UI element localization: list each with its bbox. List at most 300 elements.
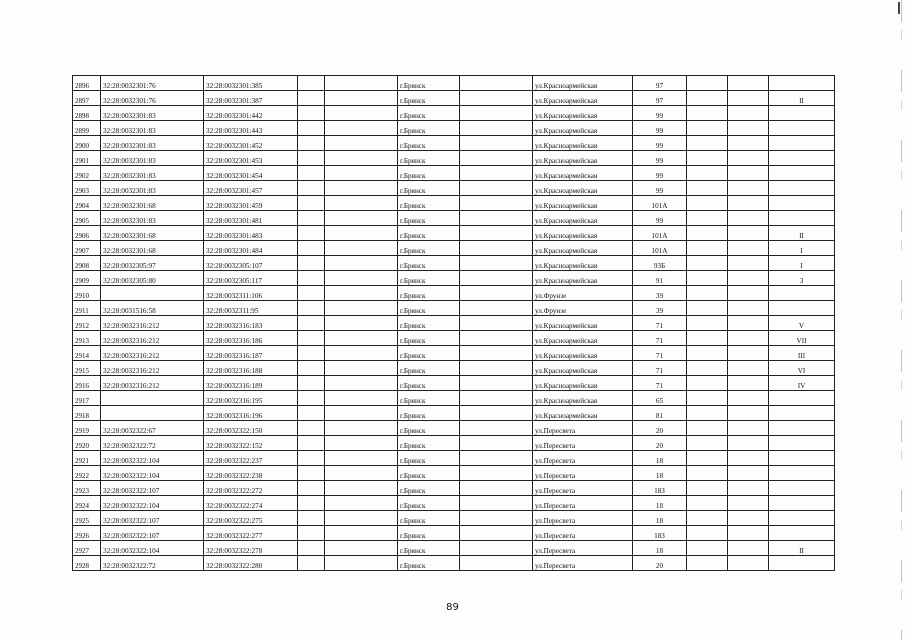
empty-cell [728, 121, 769, 136]
premises-part-cell [769, 511, 835, 526]
street-cell: ул.Пересвета [533, 511, 633, 526]
cadastral-number-cell: 32:28:0032316:187 [204, 346, 298, 361]
parent-cadastral-number-cell: 32:28:0032301:83 [101, 136, 204, 151]
parent-cadastral-number-cell: 32:28:0031516:58 [101, 301, 204, 316]
house-number-cell: 18З [633, 481, 687, 496]
empty-cell [325, 511, 398, 526]
street-cell: ул.Фрунзе [533, 301, 633, 316]
cadastral-number-cell: 32:28:0032316:188 [204, 361, 298, 376]
parent-cadastral-number-cell: 32:28:0032322:107 [101, 511, 204, 526]
empty-cell [687, 481, 728, 496]
parent-cadastral-number-cell: 32:28:0032316:212 [101, 316, 204, 331]
empty-cell [687, 301, 728, 316]
empty-cell [687, 226, 728, 241]
empty-cell [460, 526, 533, 541]
empty-cell [460, 541, 533, 556]
empty-cell [728, 256, 769, 271]
cadastral-number-cell: 32:28:0032322:275 [204, 511, 298, 526]
premises-part-cell [769, 421, 835, 436]
row-number-cell: 2908 [73, 256, 101, 271]
premises-part-cell: 3 [769, 271, 835, 286]
cadastral-number-cell: 32:28:0032301:442 [204, 106, 298, 121]
empty-cell [687, 196, 728, 211]
city-cell: г.Брянск [398, 421, 460, 436]
city-cell: г.Брянск [398, 436, 460, 451]
empty-cell [460, 286, 533, 301]
street-cell: ул.Красноармейская [533, 121, 633, 136]
empty-cell [298, 376, 325, 391]
empty-cell [325, 436, 398, 451]
city-cell: г.Брянск [398, 211, 460, 226]
house-number-cell: 18З [633, 526, 687, 541]
empty-cell [325, 556, 398, 571]
city-cell: г.Брянск [398, 76, 460, 91]
empty-cell [325, 301, 398, 316]
house-number-cell: 99 [633, 211, 687, 226]
empty-cell [325, 196, 398, 211]
cadastral-number-cell: 32:28:0032301:483 [204, 226, 298, 241]
empty-cell [460, 91, 533, 106]
empty-cell [325, 361, 398, 376]
street-cell: ул.Красноармейская [533, 226, 633, 241]
empty-cell [728, 346, 769, 361]
cadastral-number-cell: 32:28:0032316:196 [204, 406, 298, 421]
empty-cell [298, 556, 325, 571]
empty-cell [687, 121, 728, 136]
empty-cell [687, 466, 728, 481]
parent-cadastral-number-cell: 32:28:0032316:212 [101, 331, 204, 346]
parent-cadastral-number-cell [101, 391, 204, 406]
empty-cell [460, 181, 533, 196]
city-cell: г.Брянск [398, 226, 460, 241]
row-number-cell: 2900 [73, 136, 101, 151]
street-cell: ул.Красноармейская [533, 406, 633, 421]
premises-part-cell: VII [769, 331, 835, 346]
parent-cadastral-number-cell: 32:28:0032301:83 [101, 106, 204, 121]
street-cell: ул.Фрунзе [533, 286, 633, 301]
empty-cell [687, 391, 728, 406]
street-cell: ул.Красноармейская [533, 76, 633, 91]
table-row [73, 511, 835, 526]
city-cell: г.Брянск [398, 301, 460, 316]
empty-cell [298, 451, 325, 466]
street-cell: ул.Пересвета [533, 481, 633, 496]
premises-part-cell: II [769, 226, 835, 241]
premises-part-cell [769, 391, 835, 406]
empty-cell [728, 496, 769, 511]
premises-part-cell [769, 181, 835, 196]
empty-cell [728, 301, 769, 316]
empty-cell [298, 541, 325, 556]
house-number-cell: 39 [633, 286, 687, 301]
premises-part-cell [769, 451, 835, 466]
row-number-cell: 2915 [73, 361, 101, 376]
street-cell: ул.Пересвета [533, 496, 633, 511]
empty-cell [325, 466, 398, 481]
empty-cell [728, 481, 769, 496]
city-cell: г.Брянск [398, 316, 460, 331]
premises-part-cell [769, 481, 835, 496]
premises-part-cell: I [769, 256, 835, 271]
street-cell: ул.Красноармейская [533, 241, 633, 256]
street-cell: ул.Пересвета [533, 436, 633, 451]
city-cell: г.Брянск [398, 256, 460, 271]
street-cell: ул.Красноармейская [533, 106, 633, 121]
house-number-cell: 65 [633, 391, 687, 406]
empty-cell [460, 241, 533, 256]
table-row [73, 286, 835, 301]
empty-cell [298, 196, 325, 211]
parent-cadastral-number-cell: 32:28:0032301:83 [101, 166, 204, 181]
empty-cell [687, 256, 728, 271]
cadastral-number-cell: 32:28:0032322:272 [204, 481, 298, 496]
empty-cell [325, 526, 398, 541]
row-number-cell: 2920 [73, 436, 101, 451]
row-number-cell: 2902 [73, 166, 101, 181]
empty-cell [325, 181, 398, 196]
table-row [73, 151, 835, 166]
city-cell: г.Брянск [398, 331, 460, 346]
table-row [73, 361, 835, 376]
empty-cell [298, 91, 325, 106]
cadastral-number-cell: 32:28:0032316:183 [204, 316, 298, 331]
cadastral-number-cell: 32:28:0032311:106 [204, 286, 298, 301]
house-number-cell: 18 [633, 511, 687, 526]
empty-cell [460, 331, 533, 346]
empty-cell [687, 331, 728, 346]
empty-cell [687, 511, 728, 526]
parent-cadastral-number-cell: 32:28:0032301:83 [101, 181, 204, 196]
parent-cadastral-number-cell: 32:28:0032305:97 [101, 256, 204, 271]
city-cell: г.Брянск [398, 556, 460, 571]
cadastral-number-cell: 32:28:0032305:117 [204, 271, 298, 286]
street-cell: ул.Красноармейская [533, 136, 633, 151]
city-cell: г.Брянск [398, 271, 460, 286]
empty-cell [298, 241, 325, 256]
street-cell: ул.Красноармейская [533, 91, 633, 106]
empty-cell [728, 331, 769, 346]
empty-cell [298, 226, 325, 241]
parent-cadastral-number-cell: 32:28:0032322:72 [101, 436, 204, 451]
row-number-cell: 2927 [73, 541, 101, 556]
cadastral-number-cell: 32:28:0032301:481 [204, 211, 298, 226]
cadastral-number-cell: 32:28:0032301:443 [204, 121, 298, 136]
city-cell: г.Брянск [398, 391, 460, 406]
empty-cell [325, 286, 398, 301]
empty-cell [728, 556, 769, 571]
row-number-cell: 2923 [73, 481, 101, 496]
premises-part-cell [769, 136, 835, 151]
empty-cell [298, 271, 325, 286]
parent-cadastral-number-cell: 32:28:0032301:83 [101, 211, 204, 226]
city-cell: г.Брянск [398, 496, 460, 511]
parent-cadastral-number-cell: 32:28:0032316:212 [101, 361, 204, 376]
house-number-cell: 91 [633, 271, 687, 286]
premises-part-cell [769, 151, 835, 166]
empty-cell [728, 421, 769, 436]
premises-part-cell [769, 466, 835, 481]
empty-cell [460, 196, 533, 211]
empty-cell [460, 106, 533, 121]
empty-cell [298, 466, 325, 481]
empty-cell [728, 361, 769, 376]
premises-part-cell: IV [769, 376, 835, 391]
empty-cell [298, 151, 325, 166]
cadastral-number-cell: 32:28:0032301:453 [204, 151, 298, 166]
empty-cell [460, 391, 533, 406]
scan-mark-artifact [898, 2, 900, 14]
row-number-cell: 2907 [73, 241, 101, 256]
premises-part-cell: II [769, 91, 835, 106]
table-row [73, 421, 835, 436]
cadastral-number-cell: 32:28:0032316:186 [204, 331, 298, 346]
empty-cell [687, 526, 728, 541]
empty-cell [298, 136, 325, 151]
row-number-cell: 2912 [73, 316, 101, 331]
table-row [73, 391, 835, 406]
table-row [73, 241, 835, 256]
premises-part-cell [769, 556, 835, 571]
empty-cell [460, 436, 533, 451]
cadastral-number-cell: 32:28:0032322:274 [204, 496, 298, 511]
city-cell: г.Брянск [398, 196, 460, 211]
house-number-cell: 97 [633, 91, 687, 106]
empty-cell [687, 541, 728, 556]
table-row [73, 106, 835, 121]
table-row [73, 451, 835, 466]
empty-cell [460, 361, 533, 376]
house-number-cell: 93Б [633, 256, 687, 271]
row-number-cell: 2905 [73, 211, 101, 226]
empty-cell [325, 346, 398, 361]
empty-cell [687, 406, 728, 421]
cadastral-number-cell: 32:28:0032301:484 [204, 241, 298, 256]
empty-cell [325, 151, 398, 166]
empty-cell [298, 181, 325, 196]
empty-cell [687, 316, 728, 331]
empty-cell [460, 466, 533, 481]
house-number-cell: 39 [633, 301, 687, 316]
empty-cell [687, 361, 728, 376]
street-cell: ул.Красноармейская [533, 151, 633, 166]
table-row [73, 496, 835, 511]
row-number-cell: 2924 [73, 496, 101, 511]
parent-cadastral-number-cell: 32:28:0032301:76 [101, 91, 204, 106]
empty-cell [728, 166, 769, 181]
street-cell: ул.Пересвета [533, 526, 633, 541]
city-cell: г.Брянск [398, 241, 460, 256]
premises-part-cell: V [769, 316, 835, 331]
house-number-cell: 101А [633, 241, 687, 256]
empty-cell [728, 451, 769, 466]
empty-cell [298, 211, 325, 226]
table-row [73, 166, 835, 181]
empty-cell [460, 76, 533, 91]
premises-part-cell [769, 166, 835, 181]
empty-cell [687, 436, 728, 451]
premises-part-cell: II [769, 541, 835, 556]
house-number-cell: 101А [633, 196, 687, 211]
empty-cell [687, 241, 728, 256]
premises-part-cell [769, 301, 835, 316]
street-cell: ул.Пересвета [533, 421, 633, 436]
cadastral-number-cell: 32:28:0032311:95 [204, 301, 298, 316]
house-number-cell: 20 [633, 436, 687, 451]
city-cell: г.Брянск [398, 361, 460, 376]
empty-cell [687, 286, 728, 301]
premises-part-cell [769, 436, 835, 451]
cadastral-number-cell: 32:28:0032316:195 [204, 391, 298, 406]
parent-cadastral-number-cell: 32:28:0032322:72 [101, 556, 204, 571]
row-number-cell: 2904 [73, 196, 101, 211]
city-cell: г.Брянск [398, 166, 460, 181]
empty-cell [325, 481, 398, 496]
table-row [73, 76, 835, 91]
empty-cell [460, 136, 533, 151]
premises-part-cell [769, 196, 835, 211]
premises-part-cell: VI [769, 361, 835, 376]
parent-cadastral-number-cell [101, 406, 204, 421]
page-number: 89 [446, 602, 459, 613]
empty-cell [298, 346, 325, 361]
row-number-cell: 2899 [73, 121, 101, 136]
premises-part-cell [769, 286, 835, 301]
empty-cell [460, 121, 533, 136]
empty-cell [728, 376, 769, 391]
city-cell: г.Брянск [398, 526, 460, 541]
empty-cell [298, 106, 325, 121]
house-number-cell: 99 [633, 151, 687, 166]
row-number-cell: 2925 [73, 511, 101, 526]
house-number-cell: 71 [633, 316, 687, 331]
parent-cadastral-number-cell: 32:28:0032301:68 [101, 241, 204, 256]
city-cell: г.Брянск [398, 406, 460, 421]
row-number-cell: 2918 [73, 406, 101, 421]
city-cell: г.Брянск [398, 91, 460, 106]
table-row [73, 271, 835, 286]
table-row [73, 346, 835, 361]
empty-cell [728, 151, 769, 166]
parent-cadastral-number-cell: 32:28:0032301:83 [101, 151, 204, 166]
table-row [73, 556, 835, 571]
city-cell: г.Брянск [398, 151, 460, 166]
cadastral-number-cell: 32:28:0032301:452 [204, 136, 298, 151]
house-number-cell: 18 [633, 496, 687, 511]
empty-cell [325, 226, 398, 241]
cadastral-number-cell: 32:28:0032301:387 [204, 91, 298, 106]
empty-cell [687, 346, 728, 361]
city-cell: г.Брянск [398, 106, 460, 121]
empty-cell [728, 466, 769, 481]
house-number-cell: 20 [633, 421, 687, 436]
empty-cell [728, 526, 769, 541]
empty-cell [687, 166, 728, 181]
empty-cell [687, 496, 728, 511]
empty-cell [460, 451, 533, 466]
table-row [73, 196, 835, 211]
street-cell: ул.Пересвета [533, 466, 633, 481]
empty-cell [687, 271, 728, 286]
street-cell: ул.Красноармейская [533, 346, 633, 361]
empty-cell [298, 286, 325, 301]
empty-cell [325, 271, 398, 286]
empty-cell [298, 166, 325, 181]
row-number-cell: 2914 [73, 346, 101, 361]
city-cell: г.Брянск [398, 181, 460, 196]
street-cell: ул.Красноармейская [533, 316, 633, 331]
row-number-cell: 2901 [73, 151, 101, 166]
empty-cell [460, 421, 533, 436]
empty-cell [728, 406, 769, 421]
house-number-cell: 18 [633, 451, 687, 466]
empty-cell [460, 151, 533, 166]
street-cell: ул.Красноармейская [533, 391, 633, 406]
street-cell: ул.Красноармейская [533, 271, 633, 286]
empty-cell [728, 241, 769, 256]
street-cell: ул.Пересвета [533, 451, 633, 466]
cadastral-number-cell: 32:28:0032301:454 [204, 166, 298, 181]
cadastral-number-cell: 32:28:0032322:278 [204, 541, 298, 556]
house-number-cell: 71 [633, 331, 687, 346]
house-number-cell: 71 [633, 376, 687, 391]
row-number-cell: 2916 [73, 376, 101, 391]
empty-cell [460, 301, 533, 316]
empty-cell [325, 106, 398, 121]
table-row [73, 181, 835, 196]
empty-cell [298, 121, 325, 136]
house-number-cell: 99 [633, 181, 687, 196]
empty-cell [728, 136, 769, 151]
house-number-cell: 81 [633, 406, 687, 421]
empty-cell [460, 406, 533, 421]
house-number-cell: 20 [633, 556, 687, 571]
empty-cell [728, 226, 769, 241]
house-number-cell: 18 [633, 541, 687, 556]
premises-part-cell [769, 406, 835, 421]
empty-cell [728, 76, 769, 91]
street-cell: ул.Красноармейская [533, 166, 633, 181]
parent-cadastral-number-cell: 32:28:0032322:107 [101, 526, 204, 541]
cadastral-number-cell: 32:28:0032301:459 [204, 196, 298, 211]
empty-cell [325, 91, 398, 106]
house-number-cell: 99 [633, 166, 687, 181]
street-cell: ул.Красноармейская [533, 331, 633, 346]
empty-cell [298, 496, 325, 511]
empty-cell [325, 376, 398, 391]
house-number-cell: 71 [633, 361, 687, 376]
cadastral-number-cell: 32:28:0032322:237 [204, 451, 298, 466]
table-row [73, 211, 835, 226]
empty-cell [460, 346, 533, 361]
empty-cell [687, 451, 728, 466]
empty-cell [325, 241, 398, 256]
premises-part-cell [769, 211, 835, 226]
registry-body [73, 76, 835, 571]
table-row [73, 541, 835, 556]
cadastral-number-cell: 32:28:0032322:280 [204, 556, 298, 571]
empty-cell [460, 226, 533, 241]
street-cell: ул.Красноармейская [533, 211, 633, 226]
empty-cell [687, 181, 728, 196]
parent-cadastral-number-cell: 32:28:0032301:83 [101, 121, 204, 136]
city-cell: г.Брянск [398, 286, 460, 301]
table-row [73, 256, 835, 271]
empty-cell [687, 151, 728, 166]
cadastral-number-cell: 32:28:0032301:385 [204, 76, 298, 91]
empty-cell [728, 286, 769, 301]
cadastral-number-cell: 32:28:0032322:277 [204, 526, 298, 541]
row-number-cell: 2922 [73, 466, 101, 481]
